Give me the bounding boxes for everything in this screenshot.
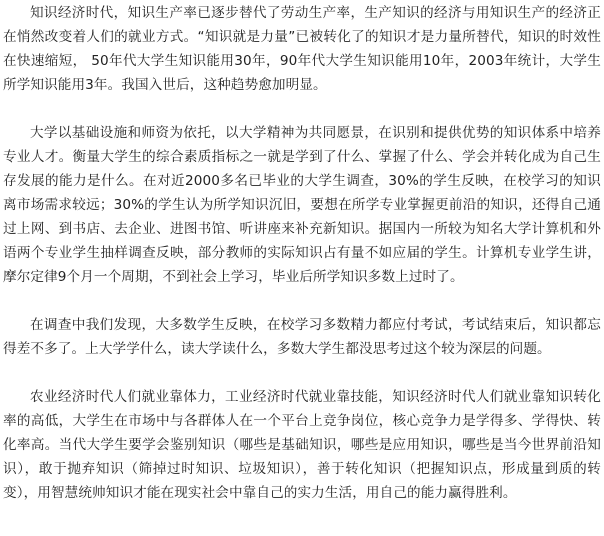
paragraph-1: 知识经济时代，知识生产率已逐步替代了劳动生产率，生产知识的经济与用知识生产的经济正在悄然改变着人们的就业方式。“知识就是力量”已被转化了的知识才是力量所替代，知识的时效性在快速缩短， 50年代大学生知识能用30年，90年代大学生知识能用10年，2003年统计，大学生所学知识能用3年。我国入世后，这种趋势愈加明显。 <box>3 5 601 93</box>
paragraph-4: 农业经济时代人们就业靠体力，工业经济时代就业靠技能，知识经济时代人们就业靠知识转化率的高低，大学生在市场中与各群体人在一个平台上竞争岗位，核心竞争力是学得多、学得快、转化率高。当代大学生要学会鉴别知识（哪些是基础知识，哪些是应用知识，哪些是当今世界前沿知识），敢于抛弃知识（筛掉过时知识、垃圾知识），善于转化知识（把握知识点，形成量到质的转变），用智慧统帅知识才能在现实社会中靠自己的实力生活，用自己的能力赢得胜利。 <box>3 389 601 501</box>
paragraph-2: 大学以基础设施和师资为依托，以大学精神为共同愿景，在识别和提供优势的知识体系中培养专业人才。衡量大学生的综合素质指标之一就是学到了什么、掌握了什么、学会并转化成为自己生存发展的能力是什么。在对近2000多名已毕业的大学生调查，30%的学生反映，在校学习的知识离市场需求较远；30%的学生认为所学知识沉旧，要想在所学专业掌握更前沿的知识，还得自己通过上网、到书店、去企业、进图书馆、听讲座来补充新知识。据国内一所较为知名大学计算机和外语两个专业学生抽样调查反映，部分教师的实际知识占有量不如应届的学生。计算机专业学生讲，摩尔定律9个月一个周期，不到社会上学习，毕业后所学知识多数上过时了。 <box>3 125 601 285</box>
paragraph-3: 在调查中我们发现，大多数学生反映，在校学习多数精力都应付考试，考试结束后，知识都忘得差不多了。上大学学什么，读大学读什么，多数大学生都没思考过这个较为深层的问题。 <box>3 317 601 357</box>
